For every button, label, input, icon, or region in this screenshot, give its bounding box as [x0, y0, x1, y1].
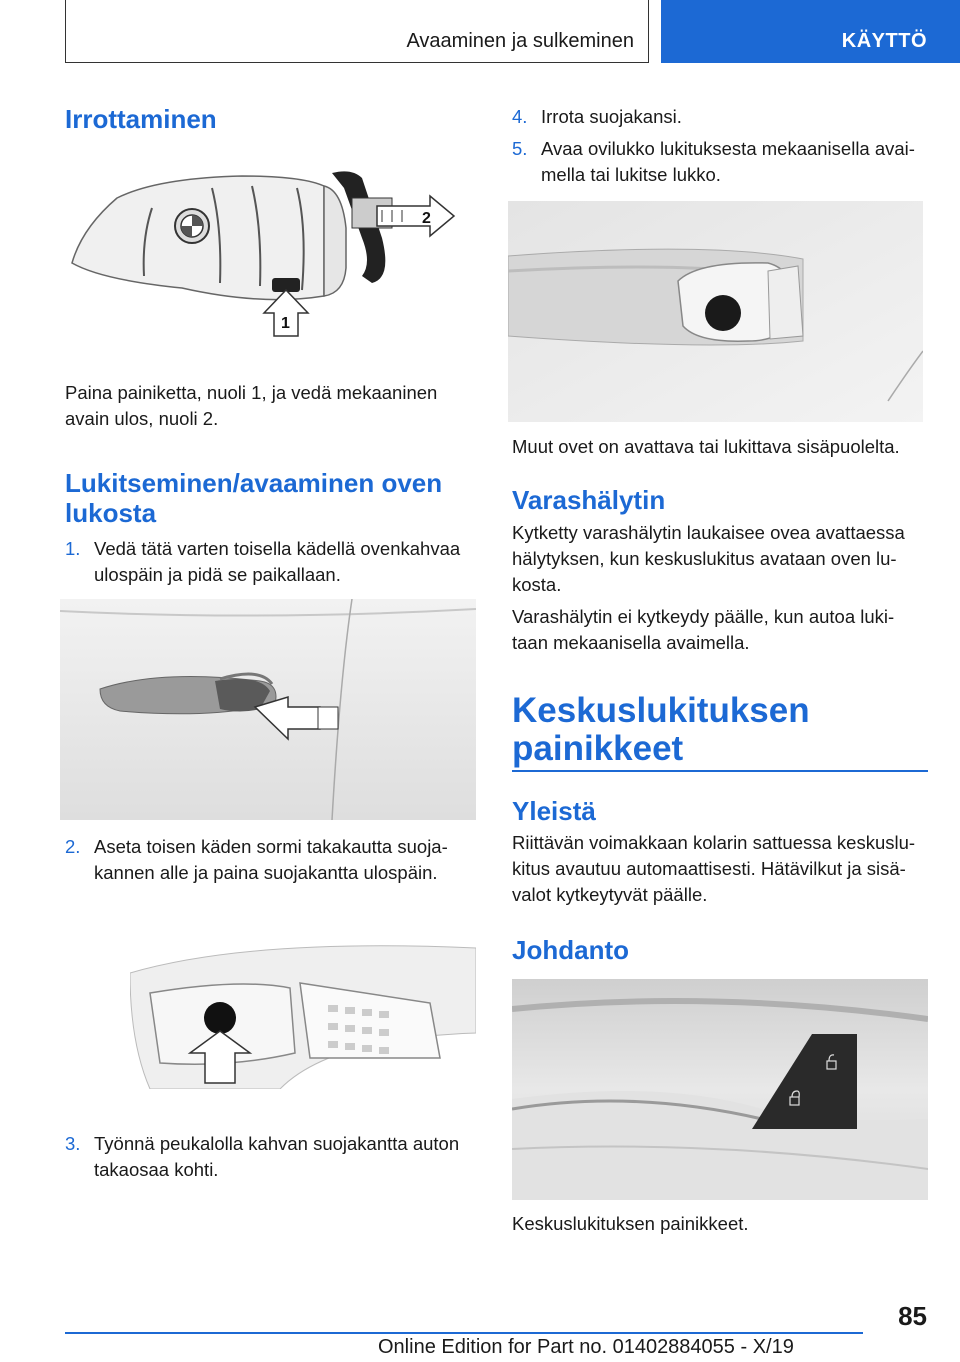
heading-johdanto: Johdanto: [512, 935, 629, 965]
header-chapter-tab: [661, 0, 960, 63]
page-number: 85: [898, 1301, 927, 1331]
heading-line: lukosta: [65, 498, 157, 528]
figure-lock-cylinder: [508, 201, 923, 422]
text-line: Aseta toisen käden sormi takakautta suoja-: [94, 836, 448, 857]
step-number: 1.: [65, 538, 81, 559]
list-item-step-1: [65, 536, 475, 592]
figure-caption: Keskuslukituksen painikkeet.: [512, 1213, 749, 1234]
text-line: Työnnä peukalolla kahvan suojakantta auton: [94, 1133, 460, 1154]
key-fob-illustration: [62, 168, 474, 350]
list-item-step-3: [65, 1131, 475, 1187]
header-section-title: Avaaminen ja sulkeminen: [406, 30, 634, 52]
figure-cover-removal: [130, 943, 476, 1089]
heading-yleista: Yleistä: [512, 796, 596, 826]
central-locking-photo: [512, 979, 928, 1200]
heading-keskuslukituksen-painikkeet: [512, 692, 810, 768]
text-line: Kytketty varashälytin laukaisee ovea avattaessa: [512, 522, 905, 543]
paragraph-varashalytin-1: [512, 520, 905, 598]
text-line: kitus avautuu automaattisesti. Hätävilkut ja sisä-: [512, 858, 906, 879]
text-line: ulospäin ja pidä se paikallaan.: [94, 564, 341, 585]
door-handle-photo: [60, 599, 476, 820]
text-line: takaosaa kohti.: [94, 1159, 219, 1180]
text-line: taan mekaanisella avaimella.: [512, 632, 750, 653]
text-line: kosta.: [512, 574, 562, 595]
text-line: Riittävän voimakkaan kolarin sattuessa keskuslu-: [512, 832, 916, 853]
header-section-box: [65, 0, 649, 63]
cover-removal-illustration: [130, 943, 476, 1089]
heading-line: Keskuslukituksen: [512, 691, 810, 730]
list-item-step-4: [512, 104, 932, 132]
heading-line: painikkeet: [512, 729, 684, 768]
text-line: Paina painiketta, nuoli 1, ja vedä mekaaninen: [65, 382, 438, 403]
header-chapter-label: KÄYTTÖ: [841, 30, 927, 52]
paragraph-muut-ovet: Muut ovet on avattava tai lukittava sisäpuolelta.: [512, 436, 900, 457]
list-item-step-5: [512, 136, 932, 192]
section-rule: [512, 770, 928, 772]
step-number: 5.: [512, 138, 528, 159]
text-line: valot kytkeytyvät päälle.: [512, 884, 708, 905]
step-number: 3.: [65, 1133, 81, 1154]
heading-irrottaminen: Irrottaminen: [65, 104, 217, 134]
text-line: Vedä tätä varten toisella kädellä ovenkahvaa: [94, 538, 461, 559]
paragraph-varashalytin-2: [512, 604, 894, 656]
svg-text:1: 1: [281, 315, 290, 332]
figure-key-removal: [62, 168, 474, 350]
footer-rule: [65, 1332, 863, 1334]
list-item-step-2: [65, 834, 475, 890]
step-number: 2.: [65, 836, 81, 857]
text-line: hälytyksen, kun keskuslukitus avataan oven lu-: [512, 548, 897, 569]
text-line: Avaa ovilukko lukituksesta mekaanisella avai-: [541, 138, 915, 159]
text-line: Irrota suojakansi.: [541, 106, 682, 127]
text-line: mella tai lukitse lukko.: [541, 164, 721, 185]
heading-varashalytin: Varashälytin: [512, 485, 666, 515]
text-line: kannen alle ja paina suojakantta ulospäin.: [94, 862, 438, 883]
text-line: avain ulos, nuoli 2.: [65, 408, 219, 429]
heading-line: Lukitseminen/avaaminen oven: [65, 468, 443, 498]
text-line: Varashälytin ei kytkeydy päälle, kun autoa luki-: [512, 606, 895, 627]
figure-central-locking-buttons: [512, 979, 928, 1200]
paragraph-irrottaminen: [65, 380, 437, 432]
lock-cylinder-photo: [508, 201, 923, 422]
figure-door-handle: [60, 599, 476, 820]
paragraph-yleista: [512, 830, 915, 908]
heading-lukitseminen: [65, 468, 442, 528]
svg-text:2: 2: [422, 210, 431, 227]
footer-edition: Online Edition for Part no. 01402884055 - X/19: [378, 1336, 794, 1358]
step-number: 4.: [512, 106, 528, 127]
